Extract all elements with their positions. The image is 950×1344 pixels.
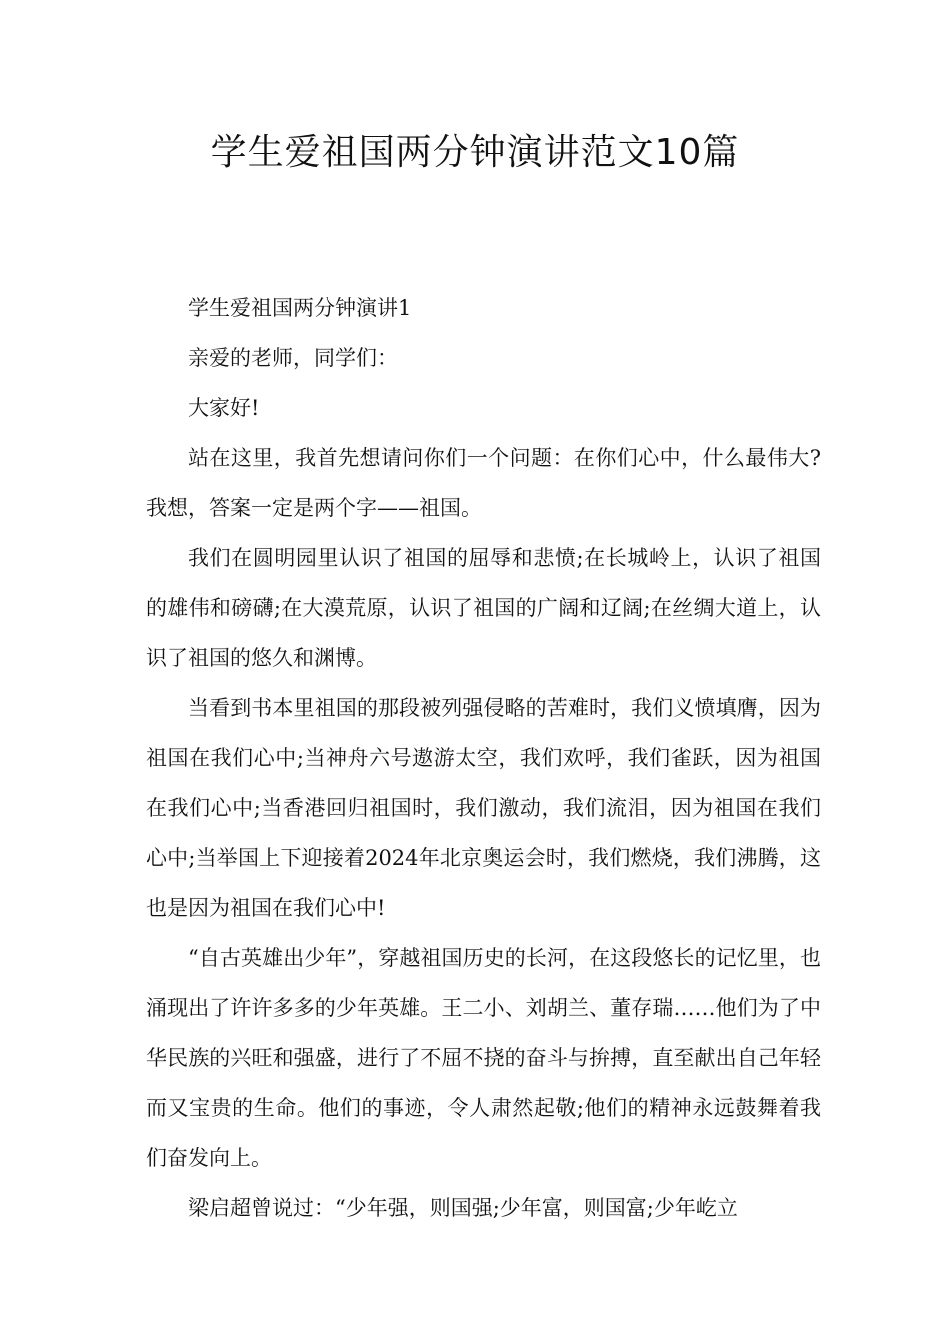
- speech-heading: 学生爱祖国两分钟演讲1: [188, 296, 412, 320]
- document-body: [146, 283, 821, 1233]
- document-title: 学生爱祖国两分钟演讲范文10篇: [210, 132, 740, 173]
- paragraph: 梁启超曾说过：“少年强，则国强;少年富，则国富;少年屹立: [188, 1196, 738, 1220]
- paragraph: “自古英雄出少年”，穿越祖国历史的长河，在这段悠长的记忆里，也涌现出了许许多多的少年英雄。王二小、刘胡兰、董存瑞……他们为了中华民族的兴旺和强盛，进行了不屈不挠的奋斗与拚搏，直至献出自己年轻而又宝贵的生命。他们的事迹，令人肃然起敬;他们的精神永远鼓舞着我们奋发向上。: [146, 946, 821, 1170]
- paragraph: 我们在圆明园里认识了祖国的屈辱和悲愤;在长城岭上，认识了祖国的雄伟和磅礴;在大漠荒原，认识了祖国的广阔和辽阔;在丝绸大道上，认识了祖国的悠久和渊博。: [146, 546, 821, 670]
- paragraph: 站在这里，我首先想请问你们一个问题：在你们心中，什么最伟大?我想，答案一定是两个字——祖国。: [146, 446, 821, 520]
- paragraph: 当看到书本里祖国的那段被列强侵略的苦难时，我们义愤填膺，因为祖国在我们心中;当神舟六号遨游太空，我们欢呼，我们雀跃，因为祖国在我们心中;当香港回归祖国时，我们激动，我们流泪，因为祖国在我们心中;当举国上下迎接着2024年北京奥运会时，我们燃烧，我们沸腾，这也是因为祖国在我们心中!: [146, 696, 821, 920]
- salutation: 亲爱的老师，同学们：: [188, 346, 398, 370]
- greeting: 大家好!: [188, 396, 260, 420]
